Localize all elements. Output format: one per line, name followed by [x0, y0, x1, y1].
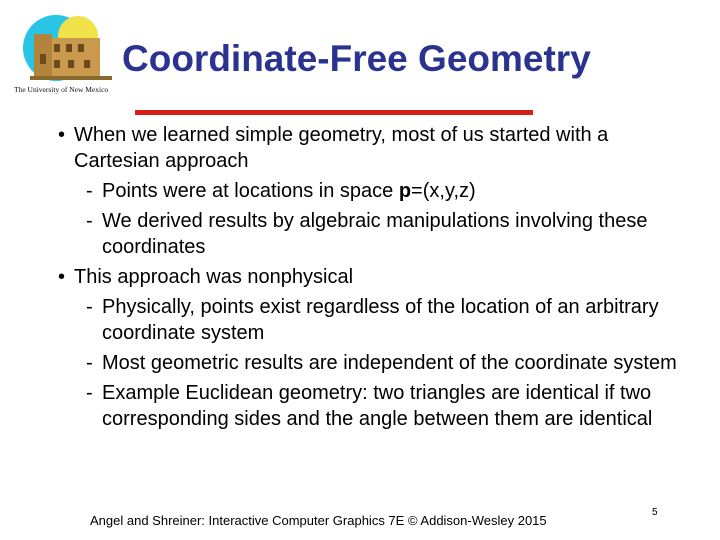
sub-bullet-marker: -	[86, 382, 93, 404]
bullet-marker: •	[58, 266, 66, 288]
sub-bullet-text: Most geometric results are independent of the coordinate system	[102, 352, 677, 374]
bullet-text: This approach was nonphysical	[74, 266, 354, 288]
bullet-marker: •	[58, 124, 66, 146]
sub-bullet-text: Points were at locations in space	[102, 180, 399, 202]
bullet-item	[58, 122, 678, 174]
logo-caption: The University of New Mexico	[14, 85, 109, 94]
slide-body	[58, 122, 678, 436]
slide-title: Coordinate-Free Geometry	[122, 38, 591, 79]
sub-bullet-text-suffix: =(x,y,z)	[411, 180, 476, 202]
sub-bullet-item	[58, 380, 678, 432]
sub-bullet-text: We derived results by algebraic manipulations involving these coordinates	[102, 210, 648, 258]
university-logo	[10, 14, 122, 96]
sub-bullet-item	[58, 208, 678, 260]
footer-citation: Angel and Shreiner: Interactive Computer Graphics 7E © Addison-Wesley 2015	[90, 513, 547, 528]
title-underline-rule	[135, 110, 533, 115]
bullet-item	[58, 264, 678, 290]
sub-bullet-text: Example Euclidean geometry: two triangles are identical if two corresponding sides and the angle between them are identical	[102, 382, 653, 430]
sub-bullet-marker: -	[86, 296, 93, 318]
sub-bullet-item	[58, 178, 678, 204]
sub-bullet-text: Physically, points exist regardless of the location of an arbitrary coordinate system	[102, 296, 659, 344]
sub-bullet-item	[58, 350, 678, 376]
sub-bullet-marker: -	[86, 210, 93, 232]
point-symbol: p	[398, 180, 412, 202]
page-number: 5	[652, 507, 658, 518]
sub-bullet-marker: -	[86, 180, 93, 202]
sub-bullet-marker: -	[86, 352, 93, 374]
bullet-text: When we learned simple geometry, most of us started with a Cartesian approach	[74, 124, 609, 172]
sub-bullet-item	[58, 294, 678, 346]
